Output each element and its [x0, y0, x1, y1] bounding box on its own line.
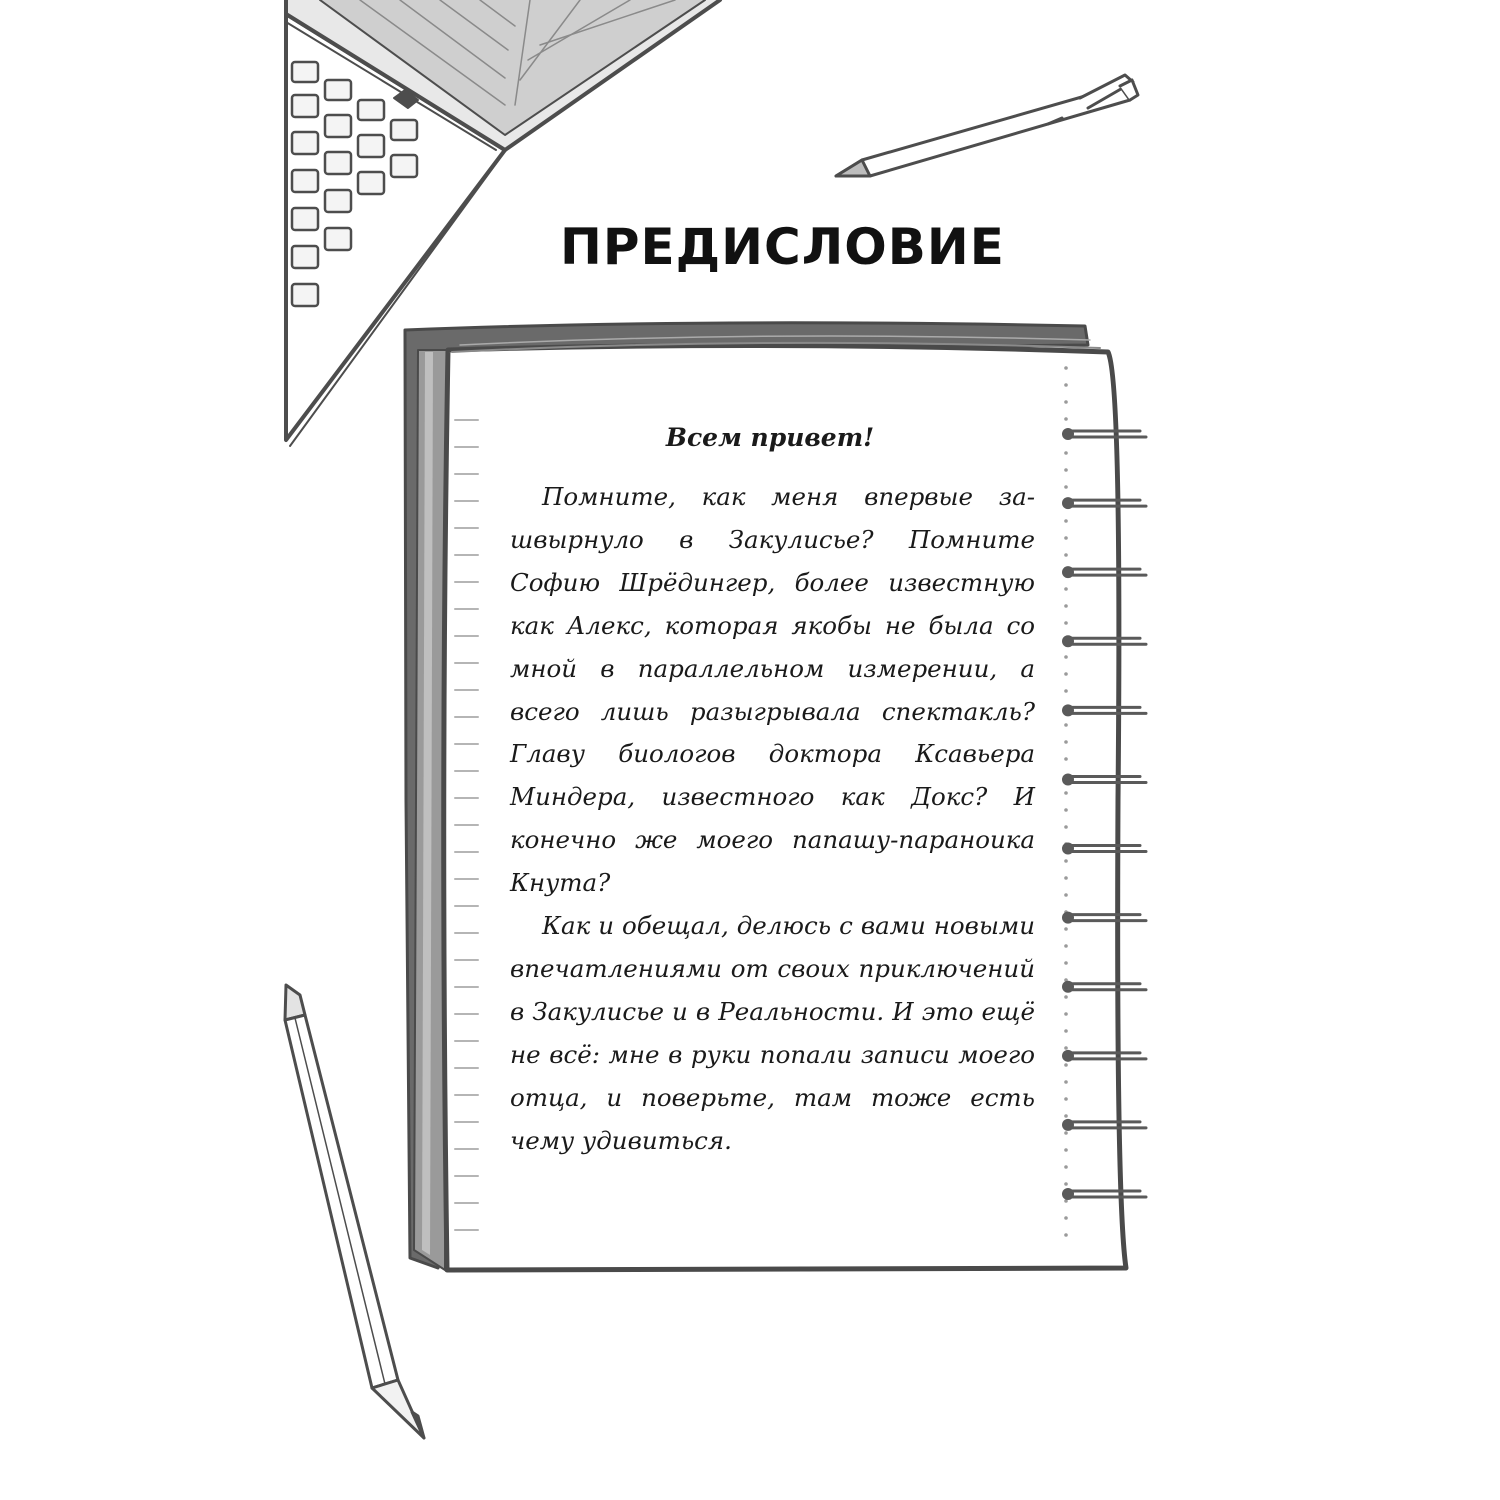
page-perforation-dot [1064, 1029, 1068, 1033]
page-perforation-dot [1064, 808, 1068, 812]
page-perforation-dot [1064, 1182, 1068, 1186]
page-perforation-dot [1064, 740, 1068, 744]
page-perforation-dot [1064, 1165, 1068, 1169]
page-perforation-dot [1064, 1131, 1068, 1135]
page-perforation-dot [1064, 1114, 1068, 1118]
page-perforation-dot [1064, 1046, 1068, 1050]
page-perforation-dot [1064, 723, 1068, 727]
greeting-heading: Всем привет! [665, 423, 875, 452]
page-perforation-dot [1064, 859, 1068, 863]
preface-body [510, 476, 1035, 1163]
page-perforation-dot [1064, 383, 1068, 387]
page-perforation-dot [1064, 451, 1068, 455]
page-perforation-dot [1064, 1148, 1068, 1152]
page-perforation-dot [1064, 1012, 1068, 1016]
page-perforation-dot [1064, 791, 1068, 795]
page-perforation-dot [1064, 995, 1068, 999]
page-perforation-dot [1064, 655, 1068, 659]
paragraph-1: Помните, как меня впервые зашвырнуло в Закулисье? Помните Софию Шрёдингер, более известную как Алекс, которая якобы не была со мной в параллельном измерении, а всего лишь разыгрывала спектакль? Главу биологов доктора Ксавьера Миндера, известного как Докс? И конечно же моего папашу-параноика Кнута? [510, 482, 1035, 898]
paragraph-2: Как и обещал, делюсь с вами новыми впечатлениями от своих приключений в Закулисье и в Реальности. И это ещё не всё: мне в руки попали записи моего отца, и поверьте, там тоже есть чему удивиться. [510, 911, 1035, 1155]
page-perforation-dot [1064, 876, 1068, 880]
page-perforation-dot [1064, 604, 1068, 608]
page-perforation-dot [1064, 519, 1068, 523]
page-perforation-dot [1064, 621, 1068, 625]
page-perforation-dot [1064, 927, 1068, 931]
page-perforation-dot [1064, 1063, 1068, 1067]
page-perforation-dot [1064, 1216, 1068, 1220]
page-perforation-dot [1064, 944, 1068, 948]
page-title: ПРЕДИСЛОВИЕ [560, 218, 1005, 276]
page-perforation-dot [1064, 757, 1068, 761]
page-perforation-dot [1064, 825, 1068, 829]
page-perforation-dot [1064, 893, 1068, 897]
page-perforation-dot [1064, 1080, 1068, 1084]
page-perforation-dot [1064, 553, 1068, 557]
page-perforation-dot [1064, 1233, 1068, 1237]
page-perforation-dot [1064, 468, 1068, 472]
pen-icon [836, 75, 1138, 176]
page-perforation-dot [1064, 689, 1068, 693]
page-perforation-dot [1064, 417, 1068, 421]
page-perforation-dot [1064, 366, 1068, 370]
page-perforation-dot [1064, 536, 1068, 540]
page-perforation-dot [1064, 400, 1068, 404]
page-perforation-dot [1064, 1097, 1068, 1101]
pencil-icon [285, 985, 424, 1438]
page-perforation-dot [1064, 587, 1068, 591]
page-perforation-dot [1064, 485, 1068, 489]
page-perforation-dot [1064, 672, 1068, 676]
page-perforation-dot [1064, 961, 1068, 965]
